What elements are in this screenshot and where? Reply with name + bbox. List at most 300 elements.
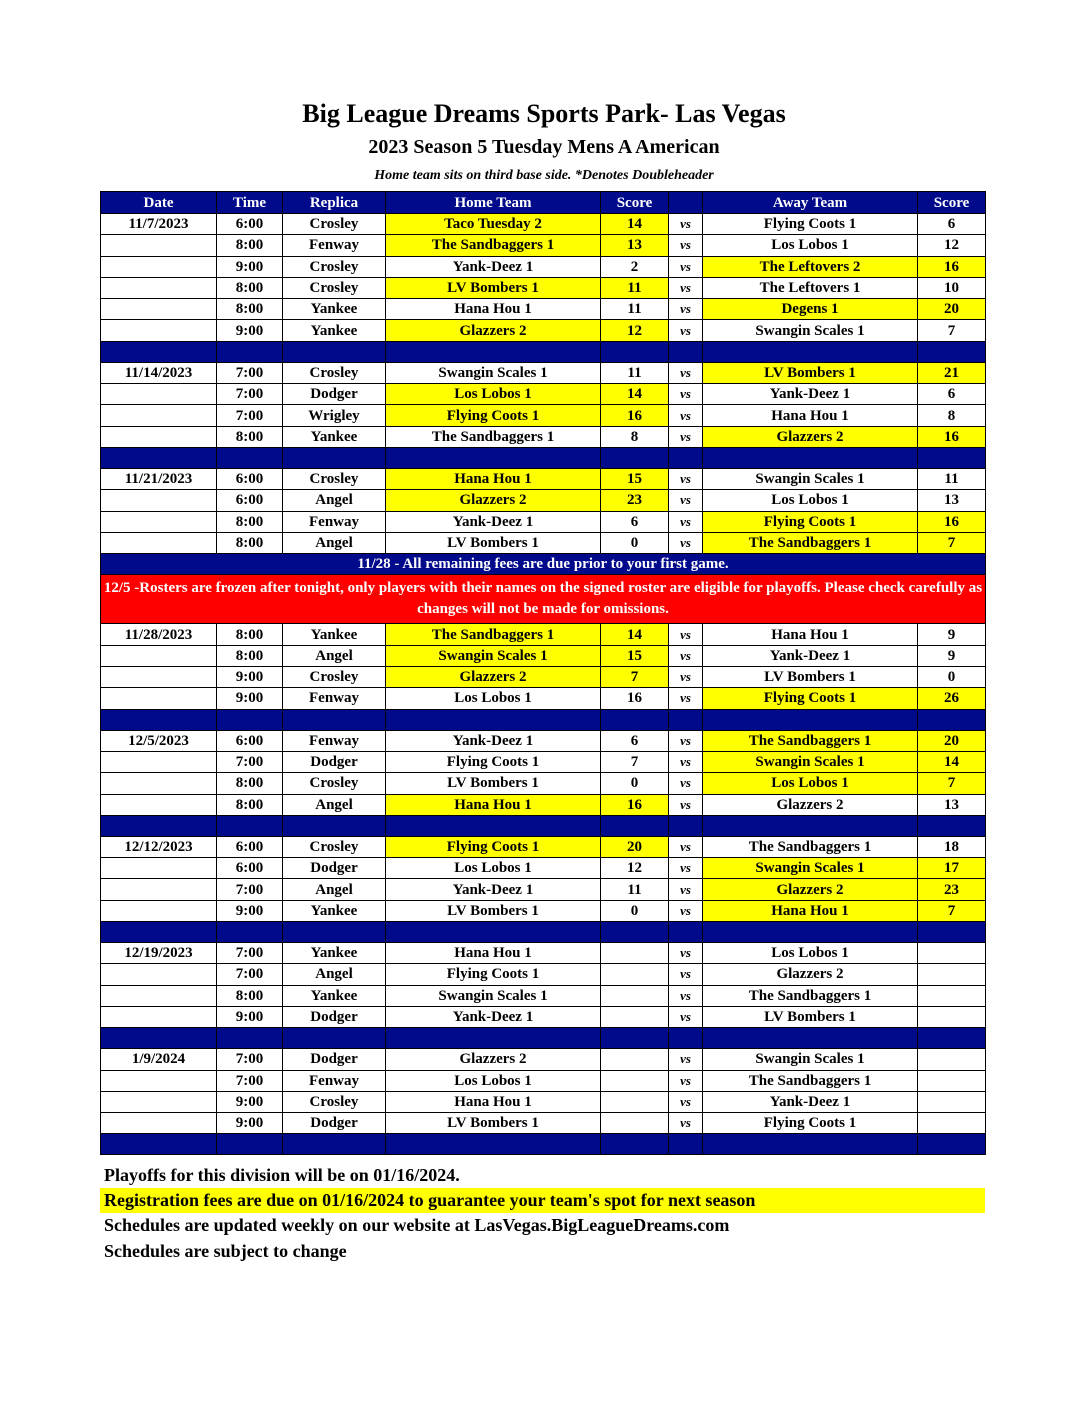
replica-cell: Yankee (283, 900, 386, 921)
away-team-cell: Swangin Scales 1 (703, 858, 918, 879)
date-cell (101, 1091, 217, 1112)
away-team-cell: Los Lobos 1 (703, 943, 918, 964)
away-score-cell (918, 1070, 986, 1091)
time-cell: 7:00 (217, 405, 283, 426)
home-team-cell: Flying Coots 1 (386, 751, 601, 772)
date-cell: 11/7/2023 (101, 214, 217, 235)
away-team-cell: LV Bombers 1 (703, 667, 918, 688)
vs-cell: vs (669, 624, 703, 645)
spacer-cell (918, 709, 986, 730)
replica-cell: Angel (283, 964, 386, 985)
time-cell: 6:00 (217, 836, 283, 857)
home-score-cell: 12 (601, 858, 669, 879)
game-row (101, 645, 986, 666)
spacer-cell (703, 815, 918, 836)
website-note: Schedules are updated weekly on our website at LasVegas.BigLeagueDreams.com (104, 1215, 730, 1235)
date-cell (101, 320, 217, 341)
replica-cell: Fenway (283, 1070, 386, 1091)
game-row (101, 256, 986, 277)
roster-alert: 12/5 -Rosters are frozen after tonight, only players with their names on the signed roster are eligible for playoffs. Please check carefully as changes will not be made for omissions. (101, 575, 986, 624)
replica-cell: Yankee (283, 985, 386, 1006)
away-team-cell: Flying Coots 1 (703, 511, 918, 532)
replica-cell: Angel (283, 794, 386, 815)
away-score-cell: 7 (918, 532, 986, 553)
spacer-cell (101, 447, 217, 468)
schedule-body (101, 192, 986, 1155)
home-team-cell: Flying Coots 1 (386, 964, 601, 985)
time-cell: 8:00 (217, 277, 283, 298)
vs-cell: vs (669, 943, 703, 964)
time-cell: 8:00 (217, 235, 283, 256)
home-score-cell: 14 (601, 214, 669, 235)
home-team-cell: Los Lobos 1 (386, 688, 601, 709)
game-row (101, 985, 986, 1006)
spacer-row (101, 1134, 986, 1155)
away-score-cell: 11 (918, 468, 986, 489)
game-row (101, 532, 986, 553)
home-score-cell (601, 985, 669, 1006)
away-score-cell: 9 (918, 624, 986, 645)
vs-cell: vs (669, 964, 703, 985)
game-row (101, 277, 986, 298)
column-header-replica: Replica (283, 192, 386, 214)
home-score-cell: 11 (601, 277, 669, 298)
spacer-row (101, 341, 986, 362)
away-score-cell: 26 (918, 688, 986, 709)
home-team-cell: Glazzers 2 (386, 1049, 601, 1070)
spacer-cell (101, 1134, 217, 1155)
home-score-cell: 14 (601, 624, 669, 645)
time-cell: 8:00 (217, 426, 283, 447)
replica-cell: Yankee (283, 426, 386, 447)
time-cell: 9:00 (217, 1113, 283, 1134)
spacer-row (101, 815, 986, 836)
date-cell: 11/14/2023 (101, 362, 217, 383)
spacer-cell (703, 341, 918, 362)
game-row (101, 1049, 986, 1070)
home-team-cell: Swangin Scales 1 (386, 645, 601, 666)
spacer-cell (283, 1028, 386, 1049)
change-note: Schedules are subject to change (104, 1241, 347, 1261)
away-team-cell: The Sandbaggers 1 (703, 730, 918, 751)
schedule-table (100, 191, 986, 1155)
replica-cell: Angel (283, 490, 386, 511)
column-header-home-score: Score (601, 192, 669, 214)
spacer-cell (703, 1028, 918, 1049)
home-team-cell: LV Bombers 1 (386, 532, 601, 553)
spacer-cell (101, 1028, 217, 1049)
away-score-cell: 16 (918, 511, 986, 532)
vs-cell: vs (669, 1091, 703, 1112)
home-team-cell: LV Bombers 1 (386, 277, 601, 298)
replica-cell: Dodger (283, 384, 386, 405)
date-cell: 12/19/2023 (101, 943, 217, 964)
spacer-cell (669, 922, 703, 943)
table-header-row (101, 192, 986, 214)
home-score-cell: 16 (601, 794, 669, 815)
time-cell: 9:00 (217, 256, 283, 277)
vs-cell: vs (669, 320, 703, 341)
away-team-cell: The Sandbaggers 1 (703, 985, 918, 1006)
vs-cell: vs (669, 773, 703, 794)
away-score-cell: 7 (918, 900, 986, 921)
away-score-cell: 13 (918, 490, 986, 511)
away-team-cell: The Sandbaggers 1 (703, 532, 918, 553)
time-cell: 6:00 (217, 490, 283, 511)
game-row (101, 235, 986, 256)
home-team-cell: Hana Hou 1 (386, 468, 601, 489)
spacer-row (101, 709, 986, 730)
away-team-cell: Hana Hou 1 (703, 624, 918, 645)
home-team-cell: Hana Hou 1 (386, 794, 601, 815)
time-cell: 8:00 (217, 985, 283, 1006)
home-score-cell: 7 (601, 667, 669, 688)
column-header-vs (669, 192, 703, 214)
game-row (101, 667, 986, 688)
away-score-cell: 16 (918, 426, 986, 447)
away-team-cell: Yank-Deez 1 (703, 645, 918, 666)
away-team-cell: Swangin Scales 1 (703, 468, 918, 489)
away-team-cell: Flying Coots 1 (703, 214, 918, 235)
date-cell (101, 532, 217, 553)
spacer-cell (386, 341, 601, 362)
away-score-cell (918, 964, 986, 985)
fees-notice-row (101, 554, 986, 575)
spacer-cell (703, 447, 918, 468)
time-cell: 7:00 (217, 1049, 283, 1070)
home-score-cell: 6 (601, 511, 669, 532)
spacer-cell (918, 922, 986, 943)
home-team-cell: Yank-Deez 1 (386, 256, 601, 277)
home-team-cell: Swangin Scales 1 (386, 985, 601, 1006)
page-title: Big League Dreams Sports Park- Las Vegas (302, 99, 786, 128)
away-score-cell: 12 (918, 235, 986, 256)
replica-cell: Crosley (283, 468, 386, 489)
replica-cell: Angel (283, 879, 386, 900)
spacer-cell (386, 709, 601, 730)
home-team-cell: The Sandbaggers 1 (386, 624, 601, 645)
spacer-cell (101, 709, 217, 730)
time-cell: 9:00 (217, 1091, 283, 1112)
date-cell (101, 1113, 217, 1134)
date-cell (101, 858, 217, 879)
game-row (101, 1006, 986, 1027)
home-team-cell: Yank-Deez 1 (386, 730, 601, 751)
date-cell (101, 794, 217, 815)
spacer-cell (918, 815, 986, 836)
time-cell: 6:00 (217, 214, 283, 235)
home-team-cell: The Sandbaggers 1 (386, 235, 601, 256)
vs-cell: vs (669, 532, 703, 553)
home-score-cell: 0 (601, 532, 669, 553)
vs-cell: vs (669, 985, 703, 1006)
spacer-cell (217, 709, 283, 730)
replica-cell: Yankee (283, 943, 386, 964)
away-score-cell: 18 (918, 836, 986, 857)
home-score-cell (601, 1049, 669, 1070)
away-team-cell: Los Lobos 1 (703, 773, 918, 794)
home-score-cell: 23 (601, 490, 669, 511)
spacer-cell (669, 341, 703, 362)
spacer-cell (217, 447, 283, 468)
replica-cell: Crosley (283, 773, 386, 794)
home-score-cell: 6 (601, 730, 669, 751)
spacer-cell (601, 709, 669, 730)
away-score-cell: 23 (918, 879, 986, 900)
home-score-cell: 14 (601, 384, 669, 405)
time-cell: 7:00 (217, 751, 283, 772)
spacer-cell (601, 1028, 669, 1049)
game-row (101, 384, 986, 405)
date-cell: 11/28/2023 (101, 624, 217, 645)
replica-cell: Dodger (283, 1049, 386, 1070)
game-row (101, 405, 986, 426)
time-cell: 7:00 (217, 362, 283, 383)
replica-cell: Fenway (283, 730, 386, 751)
away-team-cell: Swangin Scales 1 (703, 1049, 918, 1070)
away-team-cell: Flying Coots 1 (703, 688, 918, 709)
home-team-cell: Los Lobos 1 (386, 384, 601, 405)
away-score-cell (918, 985, 986, 1006)
replica-cell: Yankee (283, 299, 386, 320)
vs-cell: vs (669, 277, 703, 298)
away-score-cell: 7 (918, 320, 986, 341)
column-header-home-team: Home Team (386, 192, 601, 214)
time-cell: 8:00 (217, 624, 283, 645)
away-score-cell (918, 1006, 986, 1027)
date-cell (101, 277, 217, 298)
away-team-cell: Los Lobos 1 (703, 235, 918, 256)
home-score-cell: 16 (601, 405, 669, 426)
home-team-cell: Glazzers 2 (386, 490, 601, 511)
time-cell: 7:00 (217, 384, 283, 405)
home-team-cell: Yank-Deez 1 (386, 879, 601, 900)
home-score-cell (601, 1006, 669, 1027)
spacer-cell (283, 1134, 386, 1155)
home-score-cell: 15 (601, 645, 669, 666)
home-team-cell: LV Bombers 1 (386, 773, 601, 794)
replica-cell: Yankee (283, 320, 386, 341)
column-header-away-team: Away Team (703, 192, 918, 214)
time-cell: 8:00 (217, 773, 283, 794)
playoffs-note: Playoffs for this division will be on 01/16/2024. (104, 1165, 460, 1185)
away-team-cell: Flying Coots 1 (703, 1113, 918, 1134)
vs-cell: vs (669, 1113, 703, 1134)
away-team-cell: Degens 1 (703, 299, 918, 320)
date-cell: 12/5/2023 (101, 730, 217, 751)
time-cell: 6:00 (217, 858, 283, 879)
date-cell (101, 384, 217, 405)
date-cell: 1/9/2024 (101, 1049, 217, 1070)
away-score-cell: 7 (918, 773, 986, 794)
game-row (101, 730, 986, 751)
time-cell: 8:00 (217, 794, 283, 815)
spacer-cell (669, 1134, 703, 1155)
time-cell: 8:00 (217, 299, 283, 320)
vs-cell: vs (669, 426, 703, 447)
replica-cell: Wrigley (283, 405, 386, 426)
away-score-cell: 21 (918, 362, 986, 383)
replica-cell: Dodger (283, 1113, 386, 1134)
date-cell (101, 773, 217, 794)
game-row (101, 299, 986, 320)
spacer-cell (386, 447, 601, 468)
home-score-cell: 7 (601, 751, 669, 772)
time-cell: 9:00 (217, 320, 283, 341)
away-score-cell: 8 (918, 405, 986, 426)
date-cell (101, 235, 217, 256)
spacer-cell (283, 922, 386, 943)
away-team-cell: Yank-Deez 1 (703, 384, 918, 405)
home-score-cell (601, 1070, 669, 1091)
home-team-cell: Taco Tuesday 2 (386, 214, 601, 235)
vs-cell: vs (669, 730, 703, 751)
game-row (101, 1113, 986, 1134)
game-row (101, 858, 986, 879)
away-score-cell (918, 1113, 986, 1134)
time-cell: 6:00 (217, 468, 283, 489)
away-score-cell: 17 (918, 858, 986, 879)
spacer-row (101, 922, 986, 943)
spacer-cell (703, 1134, 918, 1155)
spacer-cell (601, 922, 669, 943)
date-cell (101, 879, 217, 900)
away-team-cell: The Sandbaggers 1 (703, 1070, 918, 1091)
game-row (101, 426, 986, 447)
game-row (101, 624, 986, 645)
time-cell: 7:00 (217, 879, 283, 900)
replica-cell: Crosley (283, 256, 386, 277)
replica-cell: Crosley (283, 836, 386, 857)
away-team-cell: Swangin Scales 1 (703, 320, 918, 341)
home-score-cell (601, 1113, 669, 1134)
home-team-cell: Glazzers 2 (386, 667, 601, 688)
home-team-cell: Flying Coots 1 (386, 405, 601, 426)
spacer-cell (217, 815, 283, 836)
date-cell (101, 1070, 217, 1091)
spacer-cell (669, 709, 703, 730)
roster-alert-row (101, 575, 986, 624)
away-score-cell: 9 (918, 645, 986, 666)
replica-cell: Fenway (283, 688, 386, 709)
date-cell (101, 964, 217, 985)
game-row (101, 320, 986, 341)
date-cell (101, 490, 217, 511)
date-cell: 12/12/2023 (101, 836, 217, 857)
replica-cell: Crosley (283, 214, 386, 235)
vs-cell: vs (669, 879, 703, 900)
vs-cell: vs (669, 751, 703, 772)
replica-cell: Angel (283, 645, 386, 666)
date-cell (101, 256, 217, 277)
home-team-cell: Los Lobos 1 (386, 1070, 601, 1091)
vs-cell: vs (669, 1006, 703, 1027)
time-cell: 7:00 (217, 1070, 283, 1091)
time-cell: 9:00 (217, 688, 283, 709)
home-score-cell: 20 (601, 836, 669, 857)
replica-cell: Dodger (283, 1006, 386, 1027)
home-team-note: Home team sits on third base side. *Denotes Doubleheader (374, 168, 714, 183)
away-team-cell: LV Bombers 1 (703, 1006, 918, 1027)
vs-cell: vs (669, 836, 703, 857)
vs-cell: vs (669, 235, 703, 256)
game-row (101, 1091, 986, 1112)
spacer-row (101, 1028, 986, 1049)
game-row (101, 1070, 986, 1091)
spacer-cell (217, 341, 283, 362)
away-team-cell: Glazzers 2 (703, 964, 918, 985)
away-score-cell: 20 (918, 730, 986, 751)
date-cell (101, 688, 217, 709)
replica-cell: Crosley (283, 1091, 386, 1112)
game-row (101, 511, 986, 532)
vs-cell: vs (669, 1070, 703, 1091)
vs-cell: vs (669, 667, 703, 688)
vs-cell: vs (669, 214, 703, 235)
home-score-cell: 0 (601, 773, 669, 794)
spacer-cell (703, 922, 918, 943)
away-team-cell: Los Lobos 1 (703, 490, 918, 511)
away-team-cell: LV Bombers 1 (703, 362, 918, 383)
spacer-cell (918, 447, 986, 468)
spacer-row (101, 447, 986, 468)
column-header-time: Time (217, 192, 283, 214)
game-row (101, 490, 986, 511)
away-score-cell: 14 (918, 751, 986, 772)
spacer-cell (217, 922, 283, 943)
home-team-cell: Hana Hou 1 (386, 943, 601, 964)
time-cell: 8:00 (217, 511, 283, 532)
fees-notice: 11/28 - All remaining fees are due prior to your first game. (101, 554, 986, 575)
replica-cell: Crosley (283, 277, 386, 298)
date-cell (101, 667, 217, 688)
home-team-cell: Yank-Deez 1 (386, 511, 601, 532)
vs-cell: vs (669, 256, 703, 277)
home-score-cell: 2 (601, 256, 669, 277)
away-team-cell: Glazzers 2 (703, 794, 918, 815)
replica-cell: Yankee (283, 624, 386, 645)
vs-cell: vs (669, 405, 703, 426)
time-cell: 9:00 (217, 667, 283, 688)
vs-cell: vs (669, 511, 703, 532)
column-header-away-score: Score (918, 192, 986, 214)
vs-cell: vs (669, 468, 703, 489)
game-row (101, 943, 986, 964)
away-score-cell: 10 (918, 277, 986, 298)
away-team-cell: The Leftovers 1 (703, 277, 918, 298)
home-score-cell: 12 (601, 320, 669, 341)
away-score-cell: 13 (918, 794, 986, 815)
spacer-cell (101, 341, 217, 362)
spacer-cell (601, 447, 669, 468)
spacer-cell (918, 341, 986, 362)
home-team-cell: LV Bombers 1 (386, 900, 601, 921)
spacer-cell (601, 1134, 669, 1155)
date-cell (101, 1006, 217, 1027)
home-team-cell: Glazzers 2 (386, 320, 601, 341)
home-score-cell: 16 (601, 688, 669, 709)
game-row (101, 468, 986, 489)
game-row (101, 214, 986, 235)
spacer-cell (217, 1134, 283, 1155)
game-row (101, 836, 986, 857)
spacer-cell (703, 709, 918, 730)
date-cell: 11/21/2023 (101, 468, 217, 489)
spacer-cell (669, 447, 703, 468)
away-score-cell: 20 (918, 299, 986, 320)
game-row (101, 688, 986, 709)
home-score-cell: 11 (601, 299, 669, 320)
